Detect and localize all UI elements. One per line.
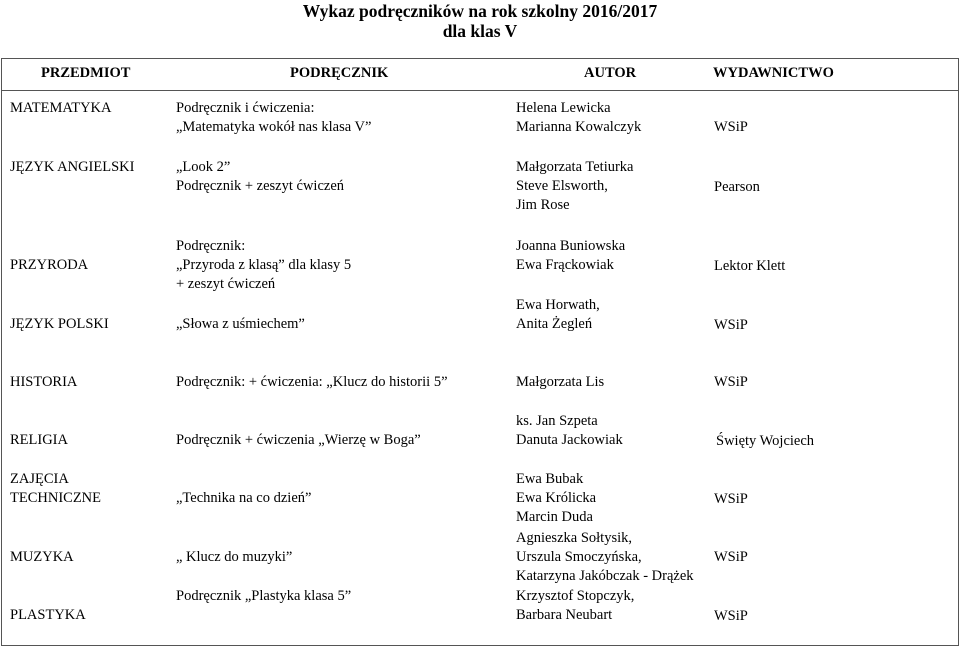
subject-cell: MUZYKA	[10, 549, 74, 565]
subject-cell: HISTORIA	[10, 374, 78, 390]
publisher-cell: Lektor Klett	[714, 258, 786, 274]
publisher-cell: WSiP	[714, 374, 748, 390]
subject-cell: PLASTYKA	[10, 607, 86, 623]
header-author: AUTOR	[584, 65, 637, 81]
author-cell: Helena Lewicka Marianna Kowalczyk	[516, 100, 642, 135]
book-cell: Podręcznik i ćwiczenia: „Matematyka wokół nas klasa V”	[176, 100, 372, 135]
subject-cell: ZAJĘCIA TECHNICZNE	[10, 471, 102, 506]
book-cell: Podręcznik „Plastyka klasa 5”	[176, 588, 352, 604]
publisher-cell: WSiP	[714, 317, 748, 333]
book-cell: „Look 2” Podręcznik + zeszyt ćwiczeń	[176, 159, 345, 194]
author-cell: Krzysztof Stopczyk, Barbara Neubart	[516, 588, 635, 623]
header-book: PODRĘCZNIK	[290, 65, 389, 81]
publisher-cell: WSiP	[714, 119, 748, 135]
header-divider	[1, 90, 959, 91]
book-cell: „ Klucz do muzyki”	[176, 549, 293, 565]
publisher-cell: Pearson	[714, 179, 760, 195]
header-publisher: WYDAWNICTWO	[713, 65, 834, 81]
publisher-cell: WSiP	[714, 549, 748, 565]
author-cell: Joanna Buniowska Ewa Frąckowiak	[516, 238, 626, 273]
book-cell: Podręcznik: + ćwiczenia: „Klucz do historii 5”	[176, 374, 448, 390]
subject-cell: MATEMATYKA	[10, 100, 112, 116]
subject-cell: RELIGIA	[10, 432, 68, 448]
document-title: Wykaz podręczników na rok szkolny 2016/2017	[302, 1, 658, 21]
publisher-cell: WSiP	[714, 491, 748, 507]
author-cell: Małgorzata Lis	[516, 374, 605, 390]
author-cell: Ewa Bubak Ewa Królicka Marcin Duda	[516, 471, 597, 525]
header-subject: PRZEDMIOT	[41, 65, 131, 81]
author-cell: Małgorzata Tetiurka Steve Elsworth, Jim Rose	[516, 159, 634, 213]
subject-cell: PRZYRODA	[10, 257, 89, 273]
subject-cell: JĘZYK ANGIELSKI	[10, 159, 135, 175]
publisher-cell: Święty Wojciech	[716, 433, 815, 449]
book-cell: Podręcznik: „Przyroda z klasą” dla klasy 5 + zeszyt ćwiczeń	[176, 238, 352, 292]
book-cell: „Technika na co dzień”	[176, 490, 312, 506]
table-frame	[1, 58, 959, 646]
author-cell: ks. Jan Szpeta Danuta Jackowiak	[516, 413, 623, 448]
author-cell: Ewa Horwath, Anita Żegleń	[516, 297, 600, 332]
book-cell: „Słowa z uśmiechem”	[176, 316, 305, 332]
book-cell: Podręcznik + ćwiczenia „Wierzę w Boga”	[176, 432, 421, 448]
subject-cell: JĘZYK POLSKI	[10, 316, 109, 332]
author-cell: Agnieszka Sołtysik, Urszula Smoczyńska, Katarzyna Jakóbczak - Drążek	[516, 530, 694, 584]
publisher-cell: WSiP	[714, 608, 748, 624]
document-subtitle: dla klas V	[442, 21, 518, 41]
